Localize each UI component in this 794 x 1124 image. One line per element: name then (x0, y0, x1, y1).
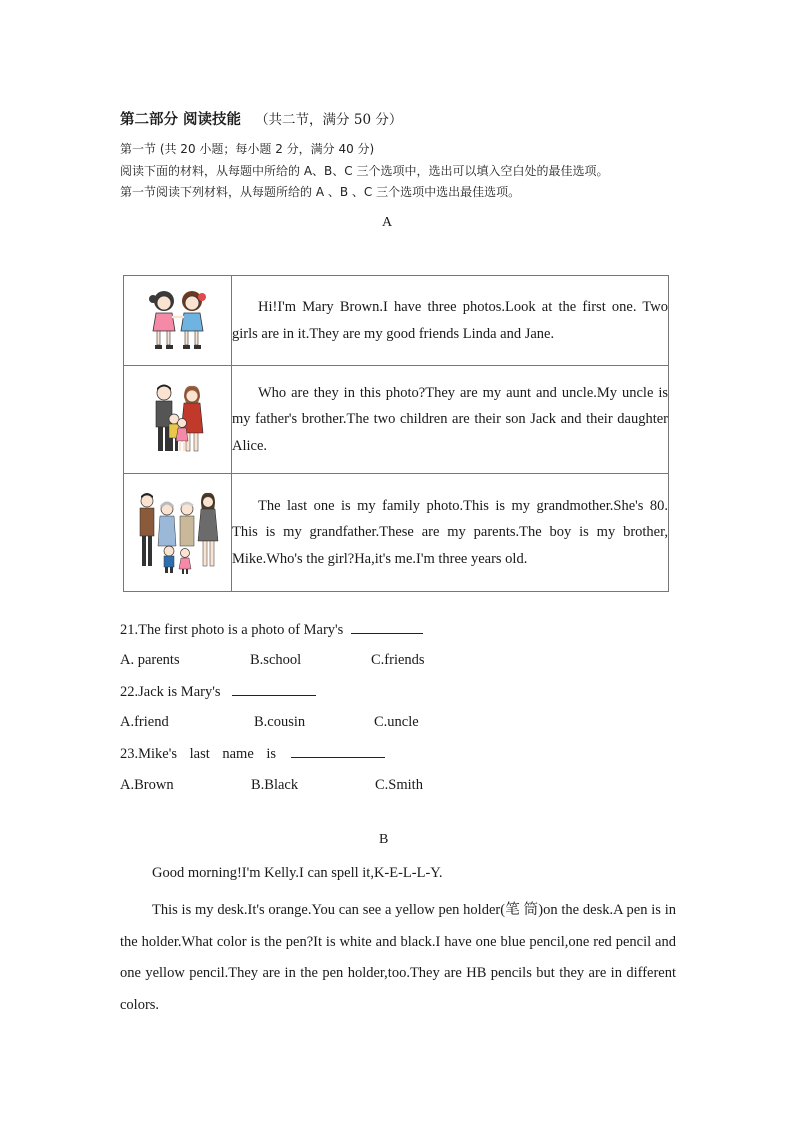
option-c[interactable]: C.friends (371, 652, 425, 668)
part-score: （共二节，满分 50 分） (255, 112, 403, 128)
question-stem: 23.Mike's last name is (120, 746, 277, 762)
answer-blank[interactable] (232, 683, 316, 696)
photo-cell (124, 474, 232, 592)
table-row (124, 474, 669, 592)
option-c[interactable]: C.Smith (375, 777, 423, 793)
photo-cell (124, 366, 232, 474)
option-c[interactable]: C.uncle (374, 714, 419, 730)
question-22 (120, 683, 316, 701)
answer-blank[interactable] (291, 745, 385, 758)
passage-a-label: A (382, 215, 393, 230)
option-a[interactable]: A. parents (120, 652, 180, 668)
photo-description: Hi!I'm Mary Brown.I have three photos.Look at the first one. Two girls are in it.They are my good friends Linda and Jane. (232, 276, 669, 366)
table-row (124, 276, 669, 366)
option-b[interactable]: B.school (250, 652, 302, 668)
two-girls-icon (143, 287, 213, 355)
big-family-icon (135, 491, 221, 575)
option-a[interactable]: A.Brown (120, 777, 174, 793)
option-a[interactable]: A.friend (120, 714, 169, 730)
photo-table (123, 275, 669, 592)
part-title (120, 108, 402, 129)
option-b[interactable]: B.Black (251, 777, 299, 793)
passage-b-paragraph-1: Good morning!I'm Kelly.I can spell it,K-E-L-L-Y. (152, 865, 443, 881)
answer-blank[interactable] (351, 621, 423, 634)
question-stem: 21.The first photo is a photo of Mary's (120, 622, 344, 638)
photo-cell (124, 276, 232, 366)
table-row (124, 366, 669, 474)
question-21 (120, 621, 423, 639)
option-b[interactable]: B.cousin (254, 714, 306, 730)
section-intro: 第一节 (共 20 小题；每小题 2 分，满分 40 分) (120, 142, 375, 156)
part-title-text: 第二部分 阅读技能 (120, 112, 242, 128)
instruction-1: 阅读下面的材料，从每题中所给的 A、B、C 三个选项中，选出可以填入空白处的最佳选项。 (120, 164, 609, 178)
passage-b-paragraph-2: This is my desk.It's orange.You can see a yellow pen holder(笔 筒)on the desk.A pen is in the holder.What color is the pen?It is white and black.I have one blue pencil,one red pencil and one yellow pencil.They are in the pen holder,too.They are HB pencils but they are in different colors. (120, 902, 676, 1013)
photo-description: Who are they in this photo?They are my aunt and uncle.My uncle is my father's brother.The two children are their son Jack and their daughter Alice. (232, 366, 669, 474)
instruction-2: 第一节阅读下列材料，从每题所给的 A 、B 、C 三个选项中选出最佳选项。 (120, 185, 521, 199)
question-stem: 22.Jack is Mary's (120, 684, 221, 700)
aunt-uncle-family-icon (148, 383, 208, 457)
passage-b-label: B (379, 832, 389, 847)
photo-description: The last one is my family photo.This is my grandmother.She's 80. This is my grandfather.These are my parents.The boy is my brother, Mike.Who's the girl?Ha,it's me.I'm three years old. (232, 474, 669, 592)
question-23 (120, 745, 385, 763)
